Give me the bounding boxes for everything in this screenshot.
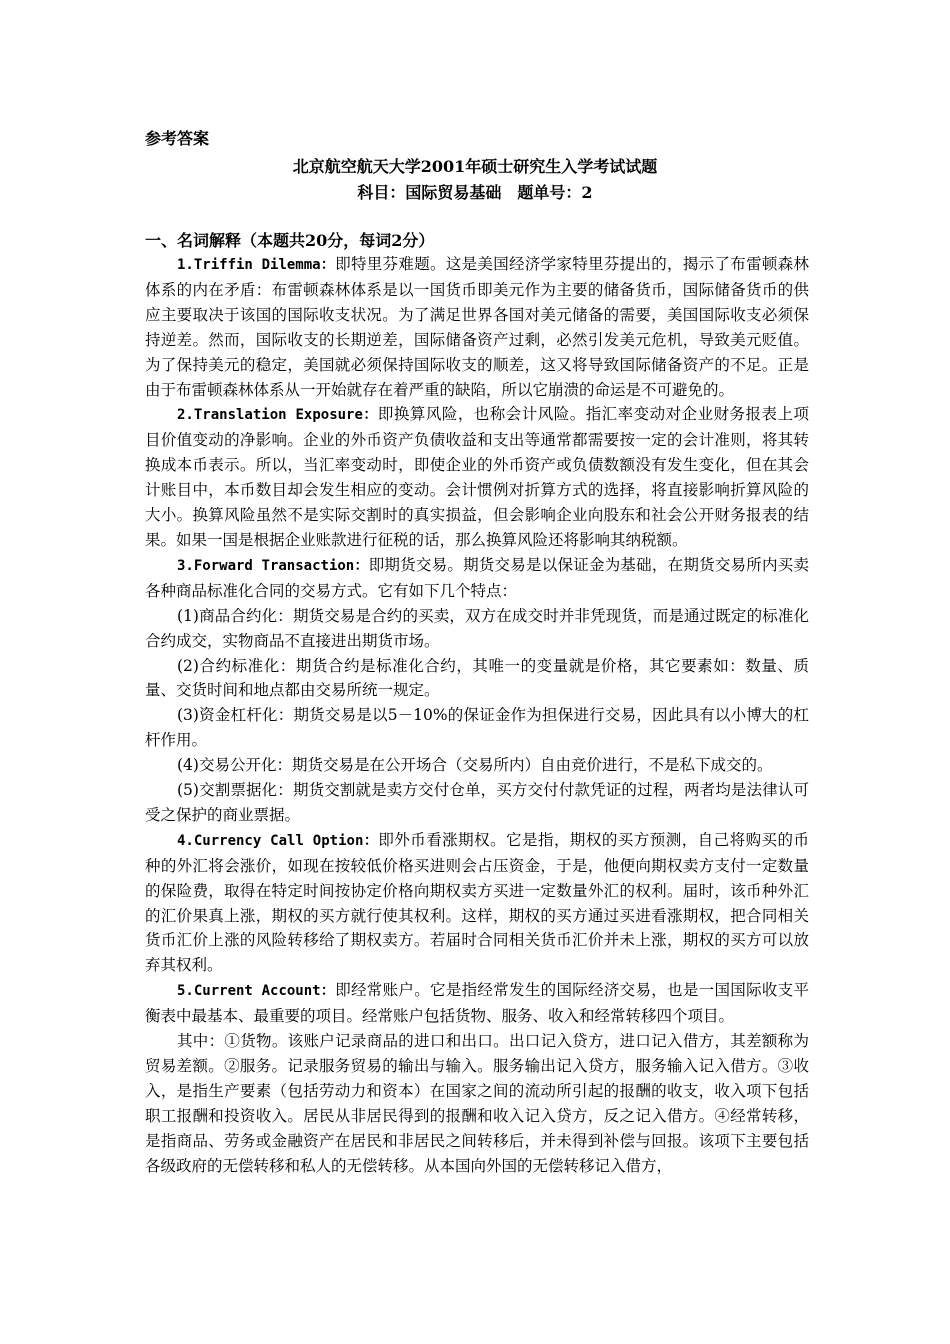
paragraph bbox=[145, 604, 809, 654]
paragraph-text: (5)交割票据化：期货交割就是卖方交付仓单，买方交付付款凭证的过程，两者均是法律认可受之保护的商业票据。 bbox=[145, 781, 809, 824]
paragraph-text: 即经常账户。它是指经常发生的国际经济交易，也是一国国际收支平衡表中最基本、最重要的项目。经常账户包括货物、服务、收入和经常转移四个项目。 bbox=[145, 981, 809, 1026]
paragraph bbox=[145, 753, 809, 778]
paragraph-text: 其中：①货物。该账户记录商品的进口和出口。出口记入贷方，进口记入借方，其差额称为贸易差额。②服务。记录服务贸易的输出与输入。服务输出记入贷方，服务输入记入借方。③收入，是指生产要素（包括劳动力和资本）在国家之间的流动所引起的报酬的收支，收入项下包括职工报酬和投资收入。居民从非居民得到的报酬和收入记入贷方，反之记入借方。④经常转移，是指商品、劳务或金融资产在居民和非居民之间转移后，并未得到补偿与回报。该项下主要包括各级政府的无偿转移和私人的无偿转移。从本国向外国的无偿转移记入借方， bbox=[145, 1032, 809, 1175]
paragraph bbox=[145, 778, 809, 828]
paragraph-text: (3)资金杠杆化：期货交易是以5－10%的保证金作为担保进行交易，因此具有以小博大的杠杆作用。 bbox=[145, 706, 809, 750]
paragraph-text: 即期货交易。期货交易是以保证金为基础，在期货交易所内买卖各种商品标准化合同的交易方式。它有如下几个特点： bbox=[145, 555, 809, 600]
paragraph bbox=[145, 703, 809, 753]
paragraph-text: 即特里芬难题。这是美国经济学家特里芬提出的，揭示了布雷顿森林体系的内在矛盾：布雷顿森林体系是以一国货币即美元作为主要的储备货币，国际储备货币的供应主要取决于该国的国际收支状况。为了满足世界各国对美元储备的需要，美国国际收支必须保持逆差。然而，国际收支的长期逆差，国际储备资产过剩，必然引发美元危机，导致美元贬值。为了保持美元的稳定，美国就必须保持国际收支的顺差，这又将导致国际储备资产的不足。正是由于布雷顿森林体系从一开始就存在着严重的缺陷，所以它崩溃的命运是不可避免的。 bbox=[145, 255, 809, 399]
paragraph bbox=[145, 553, 809, 604]
term-label: 1.Triffin Dilemma： bbox=[177, 257, 336, 273]
paragraph bbox=[145, 654, 809, 704]
reference-answer-label: 参考答案 bbox=[145, 129, 210, 148]
paragraph-text: 即外币看涨期权。它是指，期权的买方预测，自己将购买的币种的外汇将会涨价，如现在按较低价格买进则会占压资金，于是，他便向期权卖方支付一定数量的保险费，取得在特定时间按协定价格向期权卖方买进一定数量外汇的权利。届时，该币种外汇的汇价果真上涨，期权的买方就行使其权利。这样，期权的买方通过买进看涨期权，把合同相关货币汇价上涨的风险转移给了期权卖方。若届时合同相关货币汇价并未上涨，期权的买方可以放弃其权利。 bbox=[145, 830, 809, 975]
paragraph-text: (1)商品合约化：期货交易是合约的买卖，双方在成交时并非凭现货，而是通过既定的标准化合约成交，实物商品不直接进出期货市场。 bbox=[145, 606, 809, 650]
paragraph bbox=[145, 828, 809, 978]
term-label: 4.Currency Call Option： bbox=[177, 832, 379, 849]
paragraph bbox=[145, 252, 809, 402]
section-body bbox=[145, 252, 809, 1179]
paragraph bbox=[145, 978, 809, 1029]
term-label: 3.Forward Transaction： bbox=[177, 557, 369, 574]
term-label: 5.Current Account： bbox=[177, 983, 336, 1000]
paragraph bbox=[145, 402, 809, 552]
paragraph-text: 即换算风险，也称会计风险。指汇率变动对企业财务报表上项目价值变动的净影响。企业的外币资产负债收益和支出等通常都需要按一定的会计准则，将其转换成本币表示。所以，当汇率变动时，即使企业的外币资产或负债数额没有发生变化，但在其会计账目中，本币数目却会发生相应的变动。会计惯例对折算方式的选择，将直接影响折算风险的大小。换算风险虽然不是实际交割时的真实损益，但会影响企业向股东和社会公开财务报表的结果。如果一国是根据企业账款进行征税的话，那么换算风险还将影响其纳税额。 bbox=[145, 405, 809, 549]
exam-subtitle: 科目：国际贸易基础 题单号：2 bbox=[357, 183, 593, 202]
term-label: 2.Translation Exposure： bbox=[177, 407, 378, 424]
paragraph-text: (4)交易公开化：期货交易是在公开场合（交易所内）自由竞价进行，不是私下成交的。 bbox=[177, 756, 773, 775]
section-heading: 一、名词解释（本题共20分，每词2分） bbox=[145, 231, 435, 250]
exam-title: 北京航空航天大学2001年硕士研究生入学考试试题 bbox=[292, 157, 658, 176]
paragraph bbox=[145, 1029, 809, 1178]
paragraph-text: (2)合约标准化：期货合约是标准化合约，其唯一的变量就是价格，其它要素如：数量、质量、交货时间和地点都由交易所统一规定。 bbox=[145, 656, 809, 700]
